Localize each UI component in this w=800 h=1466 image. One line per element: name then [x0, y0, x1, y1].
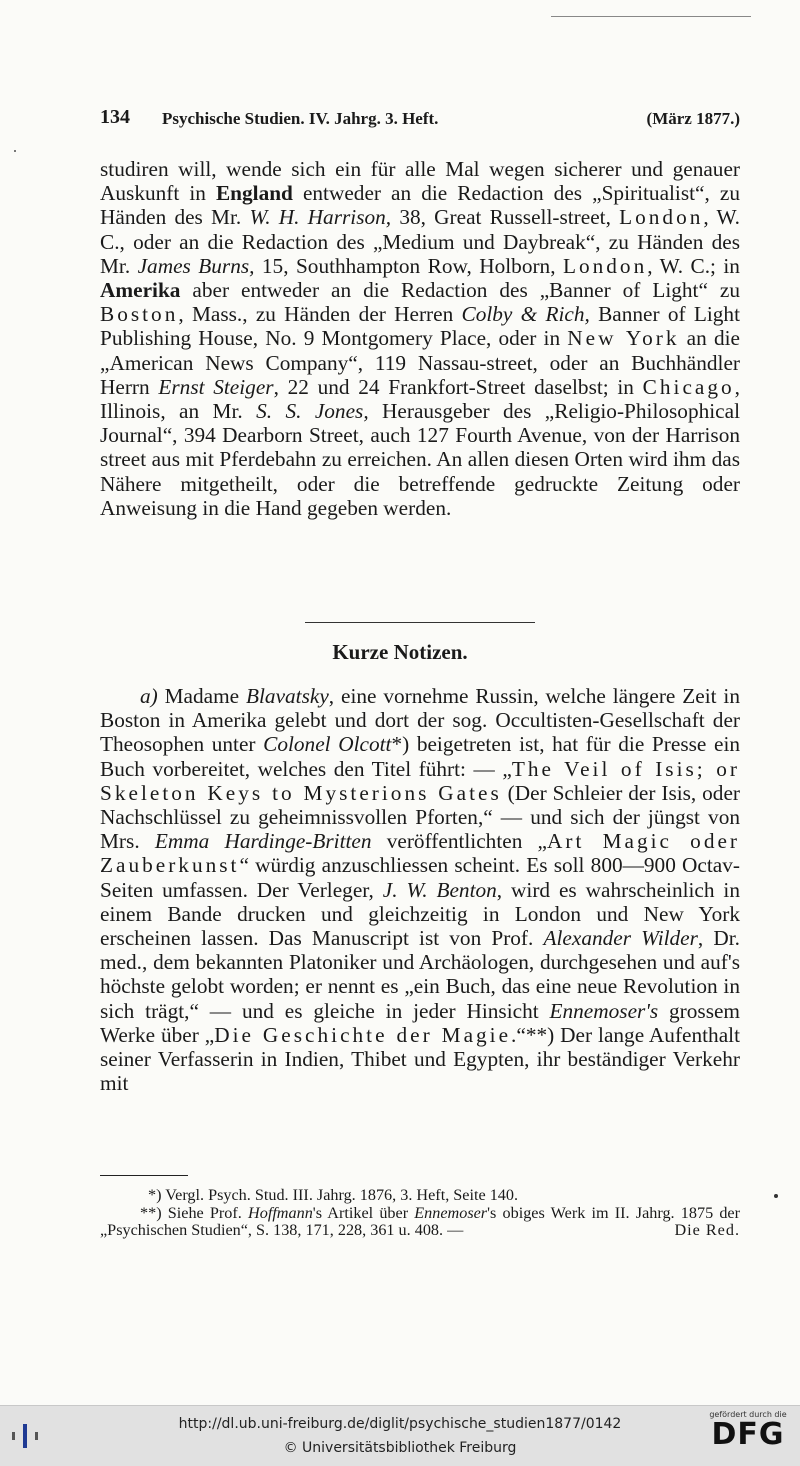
text-run: , Mass., zu Händen der Herren	[178, 302, 462, 327]
text-run: 's Artikel über	[312, 1203, 415, 1222]
running-header	[100, 106, 740, 136]
text-run: .“**) Der lange Aufenthalt seiner Verfasserin in Indien, Thibet und Egypten, ihr beständiger Verkehr mit	[100, 1022, 740, 1096]
copyright-notice: © Universitätsbibliothek Freiburg	[283, 1440, 517, 1456]
city-name: London	[562, 253, 648, 278]
text-run: , Dr. med., dem bekannten Platoniker und Archäologen, durchgesehen und auf's höchste gelobt worden; er nennt es „ein Buch, das eine neue Revolution in sich trägt,“ — und es gleiche in jeder Hinsicht	[100, 926, 740, 1023]
source-url[interactable]: http://dl.ub.uni-freiburg.de/diglit/psychische_studien1877/0142	[178, 1416, 622, 1432]
dfg-wordmark: DFG	[711, 1417, 785, 1452]
margin-speck	[14, 150, 16, 152]
text-run: , 22 und 24 Frankfort-Street daselbst; in	[273, 374, 643, 399]
person-name: S. S. Jones,	[256, 399, 369, 424]
person-name: Hoffmann	[248, 1203, 313, 1222]
text-run: grossem Werke über „	[100, 998, 741, 1047]
text-run: , eine vornehme Russin, welche längere Zeit in Boston in Amerika gelebt und dort der sog. Occultisten-Gesellschaft der Theosophen unter	[100, 684, 740, 757]
text-run: 38, Great Russell-street,	[391, 205, 620, 230]
footnote-rule	[100, 1175, 188, 1176]
text-run: entweder an die Redaction des „Spiritualist“, zu Händen des Mr.	[100, 181, 740, 230]
dfg-logo	[708, 1410, 788, 1451]
footnote-2	[100, 1205, 740, 1240]
dfg-tagline: gefördert durch die	[709, 1410, 787, 1419]
top-edge-rule	[551, 16, 751, 17]
section-separator	[305, 622, 535, 623]
footnotes	[100, 1187, 740, 1240]
text-run: , wird es wahrscheinlich in einem Bande drucken und gleichzeitig in London und New York erscheinen lassen. Das Manuscript ist von Prof.	[100, 877, 741, 951]
paragraph-notice-a	[100, 684, 740, 1095]
text-run: aber entweder an die Redaction des „Banner of Light“ zu	[180, 278, 740, 303]
margin-dot	[774, 1194, 778, 1198]
editor-signature: Die Red.	[674, 1221, 740, 1239]
text-run: Banner of Light Publishing House, No. 9 Montgomery Place, oder in	[100, 302, 740, 351]
text-run: veröffentlichten „	[371, 829, 547, 854]
text-run: 's obiges Werk im II. Jahrg. 1875 der „Psychischen Studien“, S. 138, 171, 228, 361 u. 408. —	[100, 1203, 741, 1239]
footnote-1: *) Vergl. Psych. Stud. III. Jahrg. 1876, 3. Heft, Seite 140.	[148, 1186, 519, 1204]
item-marker: a)	[140, 684, 158, 708]
text-run: *) beigetreten ist, hat für die Presse ein Buch vorbereitet, welches den Titel führt: — „	[100, 732, 741, 781]
text-run: **) Siehe Prof.	[140, 1203, 249, 1222]
person-name: Colonel Olcott	[263, 732, 392, 757]
text-run: , W. C.; in	[647, 253, 740, 278]
viewer-footer	[0, 1405, 800, 1466]
book-title: The Veil of Isis; or Skeleton Keys to Mysterions Gates	[100, 756, 740, 805]
issue-date: (März 1877.)	[646, 109, 740, 128]
person-name: Emma Hardinge-Britten	[154, 829, 372, 854]
paragraph-addresses	[100, 157, 740, 520]
place-name: England	[215, 181, 293, 206]
text-run: , W. C., oder an die Redaction des „Medium und Daybreak“, zu Händen des Mr.	[100, 205, 741, 278]
city-name: London	[619, 205, 704, 230]
book-title: Die Geschichte der Magie	[214, 1022, 512, 1047]
person-name: J. W. Benton	[382, 877, 497, 902]
person-name: Ennemoser	[414, 1203, 488, 1222]
text-run: , Illinois, an Mr.	[100, 374, 740, 424]
person-name: Ennemoser's	[549, 998, 659, 1023]
city-name: New York	[567, 326, 680, 351]
running-title: Psychische Studien. IV. Jahrg. 3. Heft.	[162, 109, 439, 128]
page-number: 134	[100, 106, 130, 128]
person-name: W. H. Harrison,	[249, 205, 392, 230]
book-title: Art Magic oder Zauberkunst	[100, 829, 741, 878]
text-run: “ würdig anzuschliessen scheint. Es soll 800—900 Octav-Seiten umfassen. Der Verleger,	[100, 853, 740, 902]
text-run: studiren will, wende sich ein für alle Mal wegen sicherer und genauer Auskunft in	[100, 157, 740, 206]
person-name: James Burns,	[137, 253, 255, 278]
section-title: Kurze Notizen.	[332, 640, 468, 664]
city-name: Chicago	[642, 374, 735, 399]
text-run: 15, Southhampton Row, Holborn,	[254, 253, 563, 278]
person-name: Blavatsky	[246, 684, 329, 708]
place-name: Amerika	[100, 278, 181, 303]
text-run: (Der Schleier der Isis, oder Nachschlüssel zu geheimnissvollen Pforten,“ — und sich der jüngst von Mrs.	[100, 780, 740, 854]
text-run: an die „American News Company“, 119 Nassau-street, oder an Buchhändler Herrn	[100, 326, 740, 399]
text-run: Madame	[157, 684, 246, 708]
text-run: Herausgeber des „Religio-Philosophical Journal“, 394 Dearborn Street, auch 127 Fourth Avenue, von der Harrison street aus mit Pferdebahn zu erreichen. An allen diesen Orten wird ihm das Nähere mitgetheilt, oder die betreffende gedruckte Zeitung oder Anweisung in die Hand gegeben werden.	[100, 399, 740, 520]
person-name: Colby & Rich,	[461, 302, 590, 327]
person-name: Ernst Steiger	[158, 374, 274, 399]
city-name: Boston	[100, 302, 179, 327]
person-name: Alexander Wilder	[543, 926, 698, 951]
